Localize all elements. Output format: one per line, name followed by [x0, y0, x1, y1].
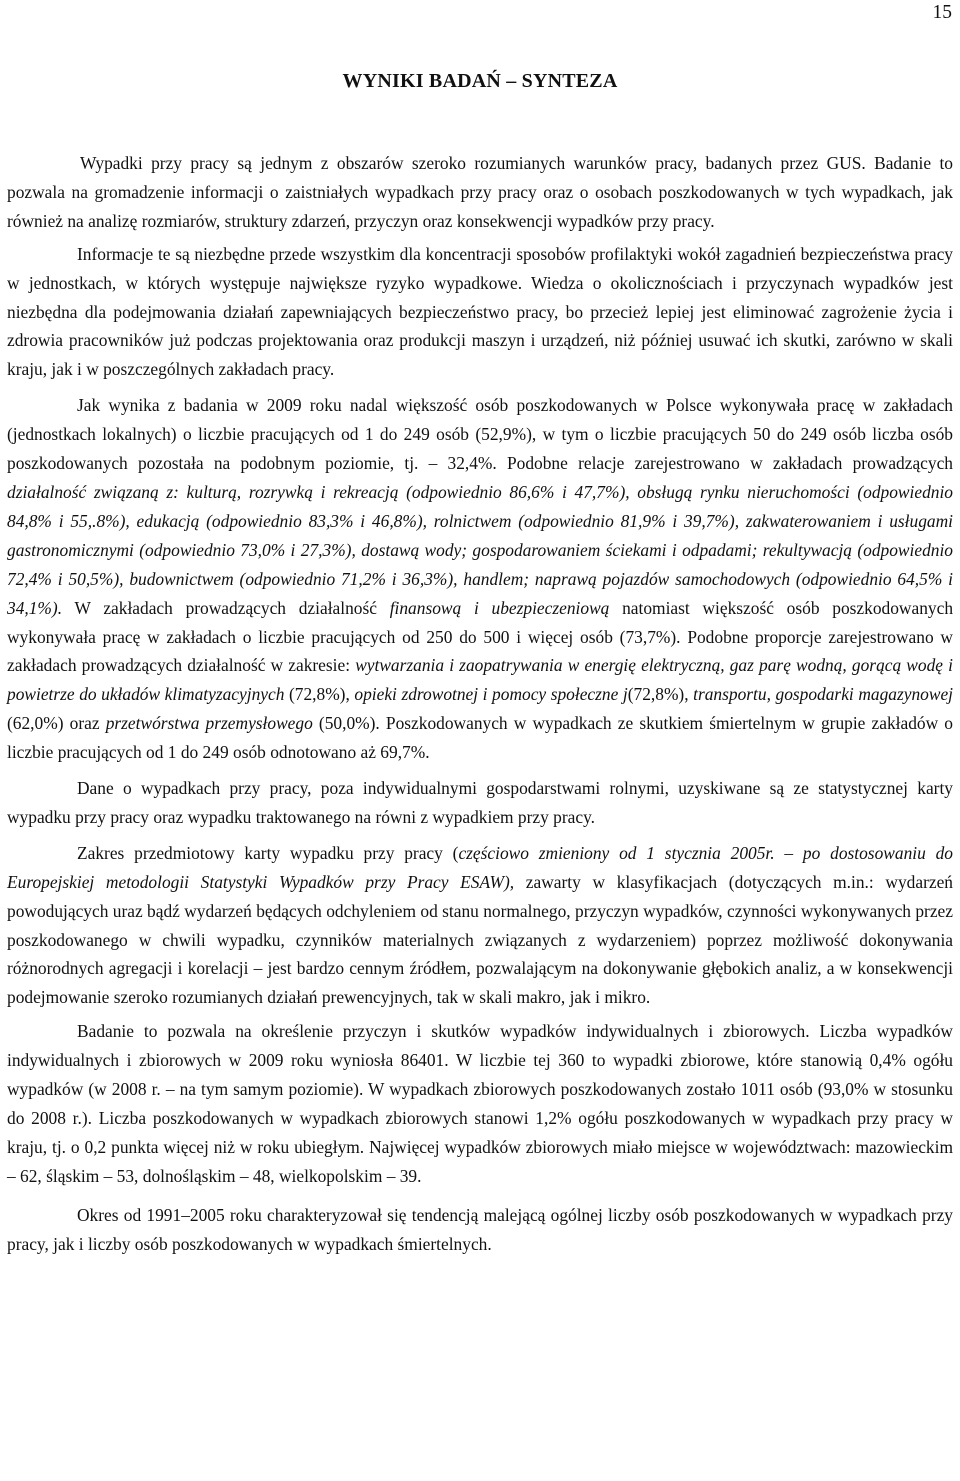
- paragraph-7: [7, 1201, 953, 1259]
- italic-text: transportu, gospodarki magazynowej: [693, 684, 953, 705]
- italic-text: częściowo zmieniony od 1 stycznia 2005r. – po dostosowaniu do Europejskiej metodologii Statystyki Wypadków przy Pracy ESAW),: [7, 842, 953, 892]
- text-run: Badanie to pozwala na określenie przyczyn i skutków wypadków indywidualnych i zbiorowych. Liczba wypadków indywidualnych i zbiorowych w 2009 roku wyniosła 86401. W liczbie tej 360 to wypadki zbiorowe, które stanowią 0,4% ogółu wypadków (w 2008 r. – na tym samym poziomie). W wypadkach zbiorowych poszkodowanych zostało 1011 osób (93,0% w stosunku do 2008 r.). Liczba poszkodowanych w wypadkach zbiorowych stanowi 1,2% ogółu poszkodowanych w wypadkach przy pracy w kraju, tj. o 0,2 punkta więcej niż w roku ubiegłym. Najwięcej wypadków zbiorowych miało miejsce w województwach: mazowieckim – 62, śląskim – 53, dolnośląskim – 48, wielkopolskim – 39.: [7, 1021, 953, 1186]
- document-body: [7, 149, 953, 1268]
- paragraph-2: [7, 240, 953, 385]
- text-run: natomiast większość osób poszkodowanych wykonywała pracę w zakładach o liczbie pracujących od 250 do 500 i więcej osób (73,7%). Podobne proporcje zarejestrowano w zakładach prowadzących działalność w zakresie:: [7, 597, 954, 676]
- text-run: Informacje te są niezbędne przede wszystkim dla koncentracji sposobów profilaktyki wokół zagadnień bezpieczeństwa pracy w jednostkach, w których występuje największe ryzyko wypadkowe. Wiedza o okolicznościach i przyczynach wypadków jest niezbędna dla podejmowania działań zapewniających bezpieczeństwo pracy, bo przecież lepiej jest eliminować zagrożenie życia i zdrowia pracowników już podczas projektowania oraz produkcji maszyn i urządzeń, niż później usuwać ich skutki, zarówno w skali kraju, jak i w poszczególnych zakładach pracy.: [7, 243, 953, 380]
- paragraph-3: [7, 391, 953, 767]
- paragraph-1: [7, 149, 953, 236]
- italic-text: wytwarzania i zaopatrywania w energię elektryczną, gaz parę wodną, gorącą wodę i powietrze do układów klimatyzacyjnych: [7, 655, 953, 705]
- text-run: Okres od 1991–2005 roku charakteryzował się tendencją malejącą ogólnej liczby osób poszkodowanych w wypadkach przy pracy, jak i liczby osób poszkodowanych w wypadkach śmiertelnych.: [7, 1204, 953, 1254]
- italic-text: działalność związaną z: kulturą, rozrywką i rekreacją (odpowiednio 86,6% i 47,7%), obsługą rynku nieruchomości (odpowiednio 84,8% i 55,.8%), edukacją (odpowiednio 83,3% i 46,8%), rolnictwem (odpowiednio 81,9% i 39,7%), zakwaterowaniem i usługami gastronomicznymi (odpowiednio 73,0% i 27,3%), dostawą wody; gospodarowaniem ściekami i odpadami; rekultywacją (odpowiednio 72,4% i 50,5%), budownictwem (odpowiednio 71,2% i 36,3%), handlem; naprawą pojazdów samochodowych (odpowiednio 64,5% i 34,1%).: [7, 481, 953, 618]
- text-run: (50,0%). Poszkodowanych w wypadkach ze skutkiem śmiertelnym w grupie zakładów o liczbie pracujących od 1 do 249 osób odnotowano aż 69,7%.: [7, 713, 953, 763]
- italic-text: finansową i ubezpieczeniową: [389, 597, 610, 618]
- text-run: Jak wynika z badania w 2009 roku nadal większość osób poszkodowanych w Polsce wykonywała pracę w zakładach (jednostkach lokalnych) o liczbie pracujących od 1 do 249 osób (52,9%), w tym o liczbie pracujących 50 do 249 osób liczba osób poszkodowanych pozostała na podobnym poziomie, tj. – 32,4%. Podobne relacje zarejestrowano w zakładach prowadzących: [7, 395, 953, 474]
- text-run: (72,8%),: [627, 684, 694, 705]
- text-run: Wypadki przy pracy są jednym z obszarów szeroko rozumianych warunków pracy, badanych przez GUS. Badanie to pozwala na gromadzenie informacji o zaistniałych wypadkach przy pracy oraz o osobach poszkodowanych w tych wypadkach, jak również na analizę rozmiarów, struktury zdarzeń, przyczyn oraz konsekwencji wypadków przy pracy.: [7, 153, 953, 231]
- text-run: W zakładach prowadzących działalność: [62, 597, 390, 618]
- text-run: zawarty w klasyfikacjach (dotyczących m.in.: wydarzeń powodujących uraz bądź wydarzeń będących odchyleniem od stanu normalnego, przyczyn wypadków, czynności wykonywanych przez poszkodowanego w chwili wypadku, czynników materialnych związanych z wydarzeniem) poprzez możliwość dokonywania różnorodnych agregacji i korelacji – jest bardzo cennym źródłem, pozwalającym na dokonywanie głębokich analiz, a w konsekwencji podejmowanie szeroko rozumianych działań prewencyjnych, tak w skali makro, jak i mikro.: [7, 871, 953, 1008]
- text-run: (72,8%),: [284, 684, 355, 705]
- italic-text: przetwórstwa przemysłowego: [105, 713, 313, 734]
- paragraph-4: [7, 774, 953, 832]
- paragraph-5: [7, 839, 953, 1012]
- text-run: (62,0%) oraz: [7, 713, 106, 734]
- paragraph-6: [7, 1017, 953, 1190]
- italic-text: opieki zdrowotnej i pomocy społeczne j: [354, 684, 628, 705]
- text-run: Zakres przedmiotowy karty wypadku przy pracy (: [77, 842, 459, 863]
- page-title: WYNIKI BADAŃ – SYNTEZA: [342, 70, 618, 92]
- text-run: Dane o wypadkach przy pracy, poza indywidualnymi gospodarstwami rolnymi, uzyskiwane są ze statystycznej karty wypadku przy pracy oraz wypadku traktowanego na równi z wypadkiem przy pracy.: [7, 778, 953, 827]
- page-number: 15: [932, 2, 952, 23]
